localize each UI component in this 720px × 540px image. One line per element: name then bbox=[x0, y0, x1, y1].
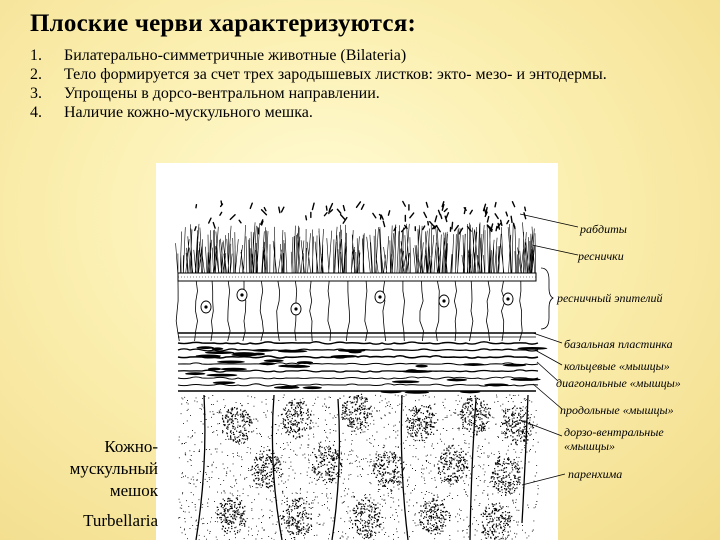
rhabdite-mark bbox=[444, 209, 447, 212]
rhabdite-mark bbox=[439, 210, 441, 214]
muscle-spindle bbox=[281, 350, 293, 353]
label-dorsoventral-line2: «мышцы» bbox=[564, 439, 615, 453]
label-parenchyma: паренхима bbox=[568, 467, 623, 481]
muscle-spindle bbox=[447, 379, 468, 382]
feature-text: Тело формируется за счет трех зародышевых листков: экто- мезо- и энтодермы. bbox=[64, 66, 607, 83]
rhabdite-mark bbox=[403, 201, 406, 206]
rhabdite-mark bbox=[279, 207, 280, 212]
epithelial-cell-walls bbox=[176, 281, 522, 341]
label-rhabdites: рабдиты bbox=[580, 222, 627, 236]
rhabdite-mark bbox=[373, 213, 376, 217]
muscle-spindle bbox=[196, 346, 214, 349]
rhabdite-mark bbox=[337, 209, 340, 213]
parenchyma-cluster bbox=[437, 445, 468, 484]
muscle-spindle bbox=[462, 363, 484, 366]
muscle-layers bbox=[178, 342, 547, 394]
rhabdite-mark bbox=[496, 226, 497, 230]
muscle-spindle bbox=[303, 386, 322, 389]
rhabdite-mark bbox=[524, 213, 526, 219]
tissue-drawing bbox=[156, 163, 558, 540]
muscle-spindle bbox=[517, 347, 547, 350]
label-cilia: реснички bbox=[578, 249, 624, 263]
parenchyma-cluster bbox=[222, 406, 253, 444]
muscle-spindle bbox=[278, 365, 307, 368]
epithelium-layer bbox=[176, 273, 536, 341]
rhabdite-mark bbox=[470, 210, 472, 214]
label-dorsoventral-muscles bbox=[564, 425, 664, 453]
rhabdite-mark bbox=[264, 208, 266, 211]
rhabdite-mark bbox=[446, 213, 448, 218]
rhabdite-mark bbox=[501, 220, 502, 225]
nucleolus bbox=[204, 305, 207, 308]
muscle-spindle bbox=[208, 368, 221, 371]
rhabdite-mark bbox=[506, 212, 507, 216]
muscle-spindle bbox=[415, 365, 428, 368]
muscle-fiber bbox=[178, 342, 538, 344]
muscle-spindle bbox=[484, 383, 508, 386]
muscle-spindle bbox=[213, 381, 236, 384]
nucleolus bbox=[294, 307, 297, 310]
muscle-spindle bbox=[401, 370, 432, 373]
rhabdite-mark bbox=[326, 206, 327, 210]
muscle-spindle bbox=[185, 372, 205, 375]
caption-line: мешок bbox=[109, 481, 158, 500]
muscle-spindle bbox=[206, 374, 237, 377]
parenchyma-cluster bbox=[350, 498, 382, 538]
muscle-fiber bbox=[178, 377, 538, 379]
rhabdite-mark bbox=[258, 228, 259, 234]
feature-number: 1. bbox=[30, 47, 42, 64]
rhabdite-mark bbox=[452, 222, 453, 228]
muscle-spindle bbox=[392, 380, 420, 383]
tissue-cross-section-figure bbox=[156, 163, 558, 540]
figure-caption bbox=[28, 436, 158, 532]
muscle-spindle bbox=[217, 360, 245, 363]
muscle-spindle bbox=[274, 386, 300, 389]
rhabdite-mark bbox=[195, 227, 196, 231]
rhabdite-mark bbox=[330, 210, 332, 212]
slide-title: Плоские черви характеризуются: bbox=[30, 10, 416, 37]
nucleolus bbox=[442, 299, 445, 302]
rhabdite-mark bbox=[312, 203, 314, 209]
caption-line: мускульный bbox=[69, 459, 158, 478]
parenchyma-cluster bbox=[217, 498, 247, 534]
muscle-spindle bbox=[212, 347, 224, 350]
parenchyma-layer bbox=[178, 394, 538, 540]
rhabdite-mark bbox=[435, 216, 437, 222]
parenchyma-cluster bbox=[481, 503, 513, 540]
rhabdite-mark bbox=[388, 211, 389, 215]
rhabdite-mark bbox=[306, 216, 307, 220]
feature-number: 4. bbox=[30, 104, 42, 121]
rhabdite-mark bbox=[424, 212, 427, 217]
rhabdite-mark bbox=[213, 223, 215, 229]
muscle-spindle bbox=[510, 378, 540, 381]
rhabdite-mark bbox=[455, 226, 459, 231]
rhabdite-mark bbox=[430, 222, 434, 227]
rhabdite-mark bbox=[512, 202, 514, 207]
muscle-spindle bbox=[252, 353, 265, 356]
label-dorsoventral-line1: дорзо-вентральные bbox=[564, 425, 664, 439]
rhabdite-mark bbox=[426, 203, 427, 208]
rhabdite-mark bbox=[441, 215, 442, 219]
rhabdite-mark bbox=[495, 203, 496, 207]
rhabdite-mark bbox=[343, 206, 344, 211]
parenchyma-cluster bbox=[281, 399, 312, 438]
label-longitudinal-muscles: продольные «мышцы» bbox=[560, 403, 674, 417]
nucleolus bbox=[240, 293, 243, 296]
epithelium-apical-border bbox=[178, 273, 536, 281]
label-ciliated-epithelium: ресничный эпителий bbox=[557, 291, 663, 305]
muscle-spindle bbox=[204, 356, 220, 359]
parenchyma-cluster bbox=[406, 406, 438, 441]
muscle-spindle bbox=[252, 349, 273, 352]
muscle-spindle bbox=[232, 352, 255, 355]
rhabdite-mark bbox=[410, 213, 414, 218]
rhabdites-layer bbox=[195, 201, 526, 234]
feature-text: Наличие кожно-мускульного мешка. bbox=[64, 104, 313, 121]
caption-line: Turbellaria bbox=[83, 511, 158, 530]
cilia-layer bbox=[176, 222, 536, 279]
feature-number: 3. bbox=[30, 85, 42, 102]
rhabdite-mark bbox=[220, 212, 222, 215]
rhabdite-mark bbox=[495, 214, 498, 219]
rhabdite-mark bbox=[357, 202, 361, 207]
parenchyma-cluster bbox=[500, 406, 534, 445]
label-basal-lamina: базальная пластинка bbox=[564, 337, 673, 351]
muscle-spindle bbox=[205, 351, 235, 354]
parenchyma-cluster bbox=[419, 495, 451, 534]
muscle-spindle bbox=[264, 359, 284, 362]
rhabdite-mark bbox=[423, 226, 425, 229]
rhabdite-mark bbox=[250, 203, 252, 208]
rhabdite-mark bbox=[209, 218, 211, 223]
rhabdite-mark bbox=[525, 207, 526, 210]
rhabdite-mark bbox=[330, 204, 333, 210]
muscle-spindle bbox=[297, 361, 313, 364]
feature-number: 2. bbox=[30, 66, 42, 83]
caption-line: Кожно- bbox=[104, 437, 158, 456]
rhabdite-mark bbox=[239, 220, 241, 223]
rhabdite-mark bbox=[221, 204, 223, 206]
dorsoventral-fiber bbox=[470, 399, 476, 540]
muscle-spindle bbox=[220, 368, 247, 371]
rhabdite-mark bbox=[196, 205, 197, 208]
rhabdite-mark bbox=[324, 213, 327, 216]
label-circular-muscles: кольцевые «мышцы» bbox=[564, 359, 670, 373]
parenchyma-cluster bbox=[341, 394, 372, 432]
cilia-strokes bbox=[176, 222, 536, 279]
nucleolus bbox=[378, 295, 381, 298]
feature-text: Билатерально-симметричные животные (Bilateria) bbox=[64, 47, 407, 64]
rhabdite-mark bbox=[491, 224, 492, 230]
basal-lamina-layer bbox=[178, 333, 536, 337]
rhabdite-mark bbox=[428, 222, 429, 225]
parenchyma-cluster bbox=[250, 450, 283, 488]
muscle-spindle bbox=[259, 362, 276, 365]
dorsoventral-fiber bbox=[522, 395, 528, 523]
rhabdite-mark bbox=[230, 215, 235, 220]
muscle-spindle bbox=[503, 364, 527, 367]
nucleolus bbox=[506, 297, 509, 300]
label-diagonal-muscles: диагональные «мышцы» bbox=[556, 376, 681, 390]
feature-text: Упрощены в дорсо-вентральном направлении. bbox=[64, 85, 380, 102]
rhabdite-mark bbox=[282, 207, 284, 212]
rhabdite-mark bbox=[383, 221, 384, 226]
rhabdite-mark bbox=[511, 216, 512, 222]
parenchyma-cluster bbox=[372, 452, 405, 491]
rhabdite-mark bbox=[341, 215, 346, 220]
rhabdite-mark bbox=[507, 221, 509, 224]
muscle-spindle bbox=[331, 355, 358, 358]
muscle-spindle bbox=[348, 351, 361, 354]
rhabdite-mark bbox=[487, 217, 488, 222]
muscle-fiber bbox=[178, 384, 538, 386]
rhabdite-mark bbox=[361, 204, 363, 209]
muscle-fiber bbox=[178, 356, 538, 358]
